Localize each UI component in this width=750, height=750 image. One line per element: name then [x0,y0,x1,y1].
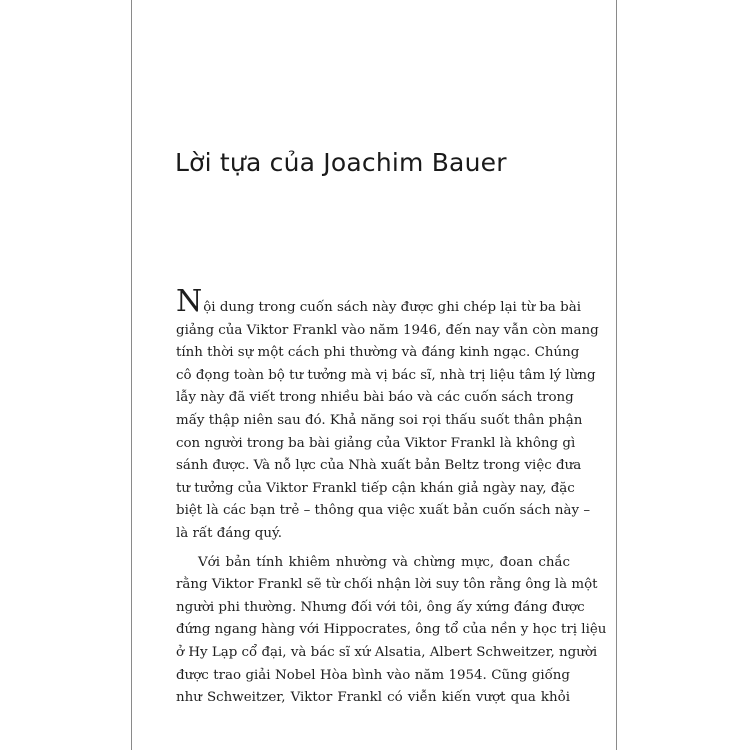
text-line-content: ội dung trong cuốn sách này được ghi chép lại từ ba bài [203,300,581,315]
text-line [176,284,581,320]
chapter-body [176,284,607,710]
text-line: rằng Viktor Frankl sẽ từ chối nhận lời suy tôn rằng ông là một [176,577,598,593]
text-line: Với bản tính khiêm nhường và chừng mực, đoan chắc [198,554,570,570]
text-line: mấy thập niên sau đó. Khả năng soi rọi thấu suốt thân phận [176,412,583,428]
text-line: đứng ngang hàng với Hippocrates, ông tổ của nền y học trị liệu [176,622,607,638]
chapter-title: Lời tựa của Joachim Bauer [175,148,507,177]
text-line: sánh được. Và nỗ lực của Nhà xuất bản Beltz trong việc đưa [176,458,582,474]
text-line: lẫy này đã viết trong nhiều bài báo và các cuốn sách trong [176,390,574,406]
text-line: được trao giải Nobel Hòa bình vào năm 1954. Cũng giống [176,667,570,683]
text-line: ở Hy Lạp cổ đại, và bác sĩ xứ Alsatia, Albert Schweitzer, người [176,644,598,660]
text-line: như Schweitzer, Viktor Frankl có viễn kiến vượt qua khỏi [176,690,570,706]
text-line: người phi thường. Nhưng đối với tôi, ông ấy xứng đáng được [176,599,585,615]
paragraph-2 [176,552,607,710]
drop-cap: N [176,284,203,319]
book-page [131,0,617,750]
text-line: tư tưởng của Viktor Frankl tiếp cận khán giả ngày nay, đặc [176,480,575,496]
text-line: tính thời sự một cách phi thường và đáng kinh ngạc. Chúng [176,345,580,361]
text-line: giảng của Viktor Frankl vào năm 1946, đến nay vẫn còn mang [176,322,599,338]
text-line: biệt là các bạn trẻ – thông qua việc xuất bản cuốn sách này – [176,503,591,519]
text-line: là rất đáng quý. [176,525,283,541]
text-line: cô đọng toàn bộ tư tưởng mà vị bác sĩ, nhà trị liệu tâm lý lừng [176,367,596,383]
text-line: con người trong ba bài giảng của Viktor Frankl là không gì [176,435,576,451]
paragraph-1 [176,284,599,546]
